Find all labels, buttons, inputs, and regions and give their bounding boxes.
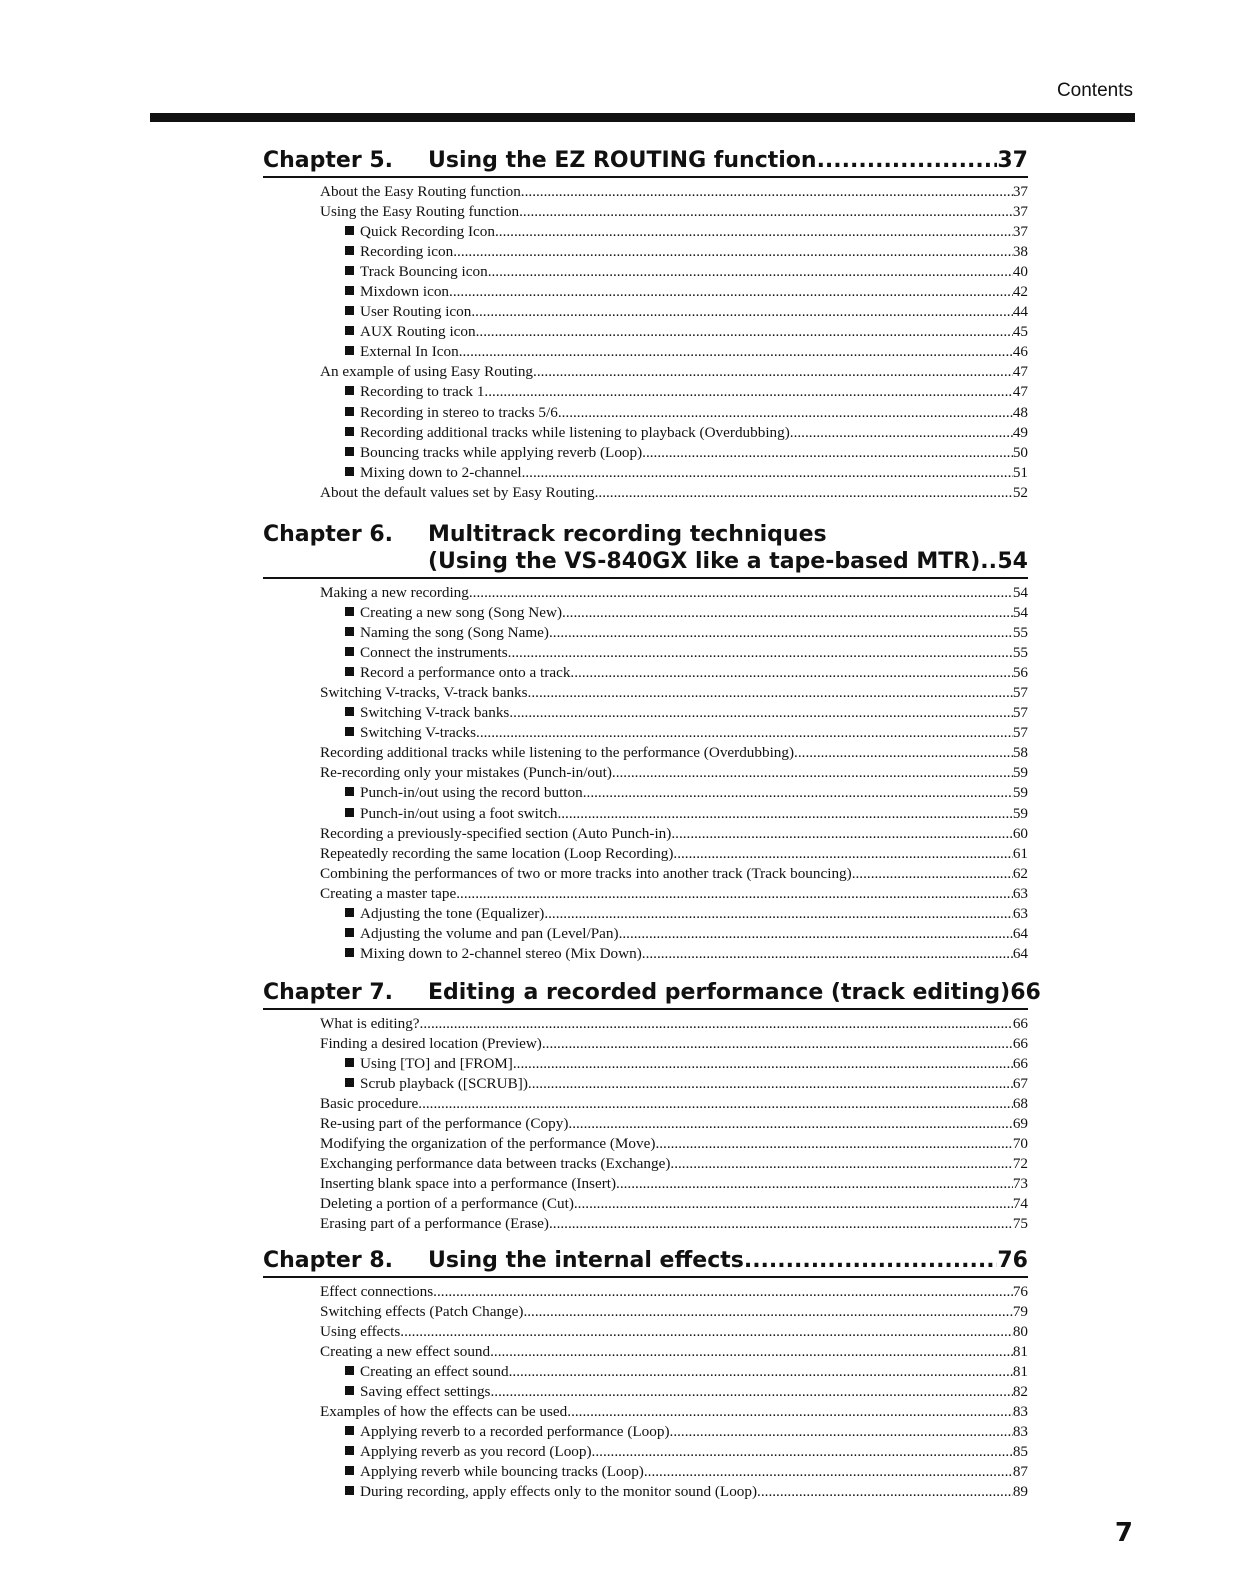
entry-title: About the default values set by Easy Routing [320,483,595,501]
entry-page: 37 [1012,223,1028,241]
entry-page: 66 [1012,1015,1028,1032]
chapter-page[interactable]: 37 [997,148,1028,173]
entry-title: Naming the song (Song Name) [360,624,549,642]
entry-page: 64 [1012,944,1028,962]
entry-page: 74 [1012,1195,1028,1213]
chapter-title[interactable]: Editing a recorded performance (track editing) [428,980,1011,1005]
toc-entry[interactable] [320,202,1028,222]
sub-entry[interactable] [320,302,1028,322]
running-header: Contents [1056,80,1133,101]
dot-leader [542,1034,1013,1054]
sub-entry[interactable] [320,262,1028,282]
square-bullet-icon [345,948,354,957]
square-bullet-icon [345,407,354,416]
toc-entry[interactable] [320,1302,1028,1322]
dot-leader [562,603,1013,623]
entry-page: 42 [1012,283,1028,301]
sub-entry[interactable] [320,924,1028,944]
dot-leader [509,703,1012,723]
entry-page: 57 [1012,724,1028,742]
dot-leader [619,924,1013,944]
entry-title: Connect the instruments [360,644,508,662]
entry-title: External In Icon [360,343,459,361]
entry-page: 49 [1012,423,1028,441]
entry-list [320,1014,1028,1235]
entry-title: Applying reverb while bouncing tracks (Loop) [360,1463,644,1481]
entry-title: Examples of how the effects can be used [320,1403,568,1421]
dot-leader [495,222,1013,242]
chapter-title[interactable]: Using the internal effects [428,1248,744,1273]
entry-page: 63 [1012,904,1028,922]
entry-title: Track Bouncing icon [360,263,488,281]
sub-entry[interactable] [320,463,1028,483]
entry-page: 68 [1012,1095,1028,1113]
toc-entry[interactable] [320,1402,1028,1422]
entry-page: 47 [1012,363,1028,381]
sub-entry[interactable] [320,1422,1028,1442]
entry-title: Adjusting the volume and pan (Level/Pan) [360,924,619,942]
dot-leader [471,302,1012,322]
dot-leader [453,242,1013,262]
dot-leader [595,483,1013,503]
toc-entry[interactable] [320,844,1028,864]
sub-entry[interactable] [320,1462,1028,1482]
entry-title: Punch-in/out using the record button [360,784,583,802]
toc-entry[interactable] [320,743,1028,763]
toc-entry[interactable] [320,1194,1028,1214]
entry-title: Recording to track 1 [360,383,485,401]
sub-entry[interactable] [320,322,1028,342]
entry-title: Using effects [320,1323,401,1341]
dot-leader [852,864,1013,884]
dot-leader [757,1482,1013,1502]
square-bullet-icon [345,647,354,656]
toc-entry[interactable] [320,1034,1028,1054]
entry-page: 69 [1012,1115,1028,1133]
entry-title: Finding a desired location (Preview) [320,1035,542,1053]
square-bullet-icon [345,627,354,636]
entry-title: Effect connections [320,1283,434,1300]
entry-page: 54 [1012,604,1028,622]
toc-entry[interactable] [320,583,1028,603]
entry-page: 66 [1012,1055,1028,1073]
sub-entry[interactable] [320,1054,1028,1074]
square-bullet-icon [345,1078,354,1087]
entry-page: 38 [1012,243,1028,261]
entry-title: AUX Routing icon [360,323,476,341]
entry-list [320,1282,1028,1503]
entry-page: 76 [1012,1283,1028,1300]
page-number: 7 [1114,1518,1133,1548]
dot-leader [519,202,1013,222]
entry-title: Creating an effect sound [360,1363,509,1381]
dot-leader [655,1134,1012,1154]
entry-title: Mixdown icon [360,283,450,301]
chapter-heading [263,148,1028,178]
entry-page: 85 [1012,1443,1028,1461]
toc-entry[interactable] [320,1154,1028,1174]
entry-title: Switching V-tracks [360,724,477,742]
entry-page: 75 [1012,1215,1028,1233]
entry-title: Exchanging performance data between tracks (Exchange) [320,1155,671,1173]
sub-entry[interactable] [320,723,1028,743]
sub-entry[interactable] [320,804,1028,824]
entry-title: Creating a new song (Song New) [360,604,563,622]
toc-entry[interactable] [320,1134,1028,1154]
toc-entry[interactable] [320,1114,1028,1134]
dot-leader [616,1174,1013,1194]
chapter-page[interactable]: 76 [997,1248,1028,1273]
dot-leader [490,1342,1013,1362]
dot-leader [583,783,1013,803]
entry-page: 80 [1012,1323,1028,1341]
dot-leader [642,443,1013,463]
dot-leader [644,1462,1013,1482]
square-bullet-icon [345,1058,354,1067]
dot-leader [567,1402,1013,1422]
entry-page: 59 [1012,804,1028,822]
sub-entry[interactable] [320,1074,1028,1094]
sub-entry[interactable] [320,1442,1028,1462]
sub-entry[interactable] [320,603,1028,623]
entry-page: 62 [1012,864,1028,882]
entry-page: 51 [1012,463,1028,481]
sub-entry[interactable] [320,1382,1028,1402]
entry-title: Recording icon [360,243,454,261]
square-bullet-icon [345,1486,354,1495]
entry-title: Re-recording only your mistakes (Punch-in/out) [320,764,612,782]
entry-title: Adjusting the tone (Equalizer) [360,904,545,922]
dot-leader [523,1302,1012,1322]
sub-entry[interactable] [320,663,1028,683]
toc-entry[interactable] [320,884,1028,904]
entry-page: 50 [1012,443,1028,461]
dot-leader [549,623,1013,643]
entry-title: Saving effect settings [360,1383,491,1401]
entry-page: 55 [1012,644,1028,662]
dot-leader [476,322,1013,342]
dot-leader [456,884,1013,904]
dot-leader [418,1094,1013,1114]
entry-page: 54 [1012,584,1028,601]
entry-page: 83 [1012,1403,1028,1421]
toc-entry[interactable] [320,1014,1028,1034]
entry-page: 83 [1012,1423,1028,1441]
entry-page: 70 [1012,1135,1028,1153]
entry-title: User Routing icon [360,303,472,321]
square-bullet-icon [345,467,354,476]
square-bullet-icon [345,908,354,917]
dot-leader [794,743,1013,763]
entry-title: About the Easy Routing function [320,183,521,200]
sub-entry[interactable] [320,403,1028,423]
sub-entry[interactable] [320,904,1028,924]
dot-leader [570,663,1012,683]
chapter-title[interactable]: (Using the VS-840GX like a tape-based MTR) [428,549,981,574]
dot-leader [980,549,997,574]
entry-title: Recording a previously-specified section (Auto Punch-in) [320,824,672,842]
square-bullet-icon [345,266,354,275]
entry-page: 55 [1012,624,1028,642]
chapter-5 [263,148,1028,503]
entry-title: Switching effects (Patch Change) [320,1303,524,1321]
chapter-7 [263,980,1041,1235]
dot-leader [522,463,1013,483]
dot-leader [544,904,1013,924]
dot-leader [484,382,1012,402]
square-bullet-icon [345,727,354,736]
entry-page: 82 [1012,1383,1028,1401]
square-bullet-icon [345,286,354,295]
dot-leader [671,824,1012,844]
entry-title: Scrub playback ([SCRUB]) [360,1075,528,1093]
entry-page: 57 [1012,704,1028,722]
entry-list [320,583,1028,964]
toc-entry[interactable] [320,683,1028,703]
dot-leader [670,1154,1012,1174]
sub-entry[interactable] [320,703,1028,723]
sub-entry[interactable] [320,1482,1028,1502]
entry-page: 48 [1012,403,1028,421]
entry-title: Recording additional tracks while listening to the performance (Overdubbing) [320,744,795,762]
square-bullet-icon [345,808,354,817]
dot-leader [670,1422,1013,1442]
dot-leader [574,1194,1013,1214]
chapter-number: Chapter 6. [263,522,394,547]
chapter-heading [263,980,1041,1010]
toc-entry[interactable] [320,483,1028,503]
chapter-number: Chapter 5. [263,148,394,173]
chapter-page[interactable]: 54 [997,549,1028,574]
dot-leader [488,262,1013,282]
entry-title: Punch-in/out using a foot switch [360,804,558,822]
entry-page: 57 [1012,684,1028,702]
square-bullet-icon [345,707,354,716]
dot-leader [490,1382,1012,1402]
entry-page: 44 [1012,303,1028,321]
chapter-heading [263,1248,1028,1278]
chapter-page[interactable]: 66 [1010,980,1041,1005]
dot-leader [459,342,1013,362]
dot-leader [790,423,1013,443]
header-rule [150,113,1135,122]
entry-title: Quick Recording Icon [360,223,495,241]
entry-title: Using the Easy Routing function [320,203,520,221]
entry-title: Recording in stereo to tracks 5/6 [360,403,558,421]
entry-title: Making a new recording [320,584,469,601]
entry-title: Repeatedly recording the same location (Loop Recording) [320,844,674,862]
toc-entry[interactable] [320,824,1028,844]
entry-page: 61 [1012,844,1028,862]
entry-page: 89 [1012,1483,1028,1501]
toc-entry[interactable] [320,362,1028,382]
toc-entry[interactable] [320,1322,1028,1342]
chapter-title[interactable]: Multitrack recording techniques [428,522,827,547]
entry-page: 64 [1012,924,1028,942]
dot-leader [509,1362,1013,1382]
entry-page: 56 [1012,664,1028,682]
dot-leader [568,1114,1012,1134]
dot-leader [528,683,1013,703]
entry-title: Modifying the organization of the performance (Move) [320,1135,656,1153]
entry-title: Applying reverb to a recorded performance (Loop) [360,1423,670,1441]
entry-page: 73 [1012,1175,1028,1193]
dot-leader [744,1248,998,1273]
square-bullet-icon [345,667,354,676]
square-bullet-icon [345,447,354,456]
entry-page: 87 [1012,1463,1028,1481]
dot-leader [433,1282,1013,1302]
toc-entry[interactable] [320,1094,1028,1114]
entry-page: 81 [1012,1343,1028,1361]
entry-title: An example of using Easy Routing [320,363,534,381]
dot-leader [549,1214,1013,1234]
entry-title: Recording additional tracks while listening to playback (Overdubbing) [360,423,790,441]
entry-title: Switching V-track banks [360,704,510,722]
sub-entry[interactable] [320,382,1028,402]
entry-title: Using [TO] and [FROM] [360,1055,513,1073]
chapter-number: Chapter 7. [263,980,394,1005]
entry-page: 59 [1012,784,1028,802]
entry-page: 47 [1012,383,1028,401]
entry-page: 79 [1012,1303,1028,1321]
entry-title: What is editing? [320,1015,420,1032]
dot-leader [533,362,1013,382]
sub-entry[interactable] [320,1362,1028,1382]
dot-leader [817,148,998,173]
entry-page: 58 [1012,744,1028,762]
square-bullet-icon [345,1426,354,1435]
entry-title: Creating a new effect sound [320,1343,491,1361]
entry-page: 45 [1012,323,1028,341]
sub-entry[interactable] [320,944,1028,964]
square-bullet-icon [345,346,354,355]
square-bullet-icon [345,386,354,395]
toc-entry[interactable] [320,763,1028,783]
dot-leader [420,1014,1013,1034]
entry-title: Inserting blank space into a performance (Insert) [320,1175,617,1193]
square-bullet-icon [345,427,354,436]
square-bullet-icon [345,787,354,796]
sub-entry[interactable] [320,443,1028,463]
sub-entry[interactable] [320,643,1028,663]
entry-title: Record a performance onto a track [360,664,571,682]
dot-leader [469,583,1013,603]
square-bullet-icon [345,326,354,335]
dot-leader [521,182,1013,202]
toc-entry[interactable] [320,1174,1028,1194]
square-bullet-icon [345,1366,354,1375]
entry-title: Bouncing tracks while applying reverb (Loop) [360,443,643,461]
dot-leader [476,723,1013,743]
square-bullet-icon [345,306,354,315]
sub-entry[interactable] [320,783,1028,803]
entry-title: Basic procedure [320,1095,419,1113]
dot-leader [528,1074,1013,1094]
entry-title: Erasing part of a performance (Erase) [320,1215,549,1233]
dot-leader [642,944,1013,964]
entry-title: Applying reverb as you record (Loop) [360,1443,592,1461]
entry-page: 72 [1012,1155,1028,1173]
square-bullet-icon [345,1466,354,1475]
square-bullet-icon [345,928,354,937]
chapter-8 [263,1248,1028,1503]
entry-page: 37 [1012,183,1028,200]
entry-page: 60 [1012,824,1028,842]
chapter-heading [263,522,1028,579]
entry-page: 59 [1012,764,1028,782]
square-bullet-icon [345,1386,354,1395]
entry-title: Deleting a portion of a performance (Cut) [320,1195,574,1213]
entry-title: Mixing down to 2-channel stereo (Mix Down) [360,944,642,962]
entry-page: 37 [1012,203,1028,221]
entry-title: During recording, apply effects only to the monitor sound (Loop) [360,1483,758,1501]
entry-page: 46 [1012,343,1028,361]
dot-leader [612,763,1013,783]
entry-title: Mixing down to 2-channel [360,463,522,481]
chapter-6 [263,522,1028,964]
sub-entry[interactable] [320,423,1028,443]
entry-title: Combining the performances of two or more tracks into another track (Track bouncing) [320,864,852,882]
toc-entry[interactable] [320,1282,1028,1302]
sub-entry[interactable] [320,623,1028,643]
entry-list [320,182,1028,503]
dot-leader [592,1442,1013,1462]
sub-entry[interactable] [320,342,1028,362]
dot-leader [449,282,1013,302]
dot-leader [557,804,1012,824]
entry-title: Switching V-tracks, V-track banks [320,684,528,702]
entry-page: 63 [1012,884,1028,902]
square-bullet-icon [345,226,354,235]
square-bullet-icon [345,246,354,255]
toc-entry[interactable] [320,1342,1028,1362]
square-bullet-icon [345,607,354,616]
sub-entry[interactable] [320,242,1028,262]
entry-title: Creating a master tape [320,884,457,902]
toc-entry[interactable] [320,864,1028,884]
chapter-title[interactable]: Using the EZ ROUTING function [428,148,817,173]
entry-title: Re-using part of the performance (Copy) [320,1115,569,1133]
chapter-number: Chapter 8. [263,1248,394,1273]
sub-entry[interactable] [320,282,1028,302]
entry-page: 66 [1012,1035,1028,1053]
dot-leader [558,403,1013,423]
entry-page: 81 [1012,1363,1028,1381]
entry-page: 67 [1012,1075,1028,1093]
toc-entry[interactable] [320,1214,1028,1234]
entry-page: 52 [1012,483,1028,501]
dot-leader [508,643,1013,663]
square-bullet-icon [345,1446,354,1455]
dot-leader [673,844,1012,864]
toc-entry[interactable] [320,182,1028,202]
dot-leader [400,1322,1013,1342]
entry-page: 40 [1012,263,1028,281]
dot-leader [513,1054,1013,1074]
sub-entry[interactable] [320,222,1028,242]
